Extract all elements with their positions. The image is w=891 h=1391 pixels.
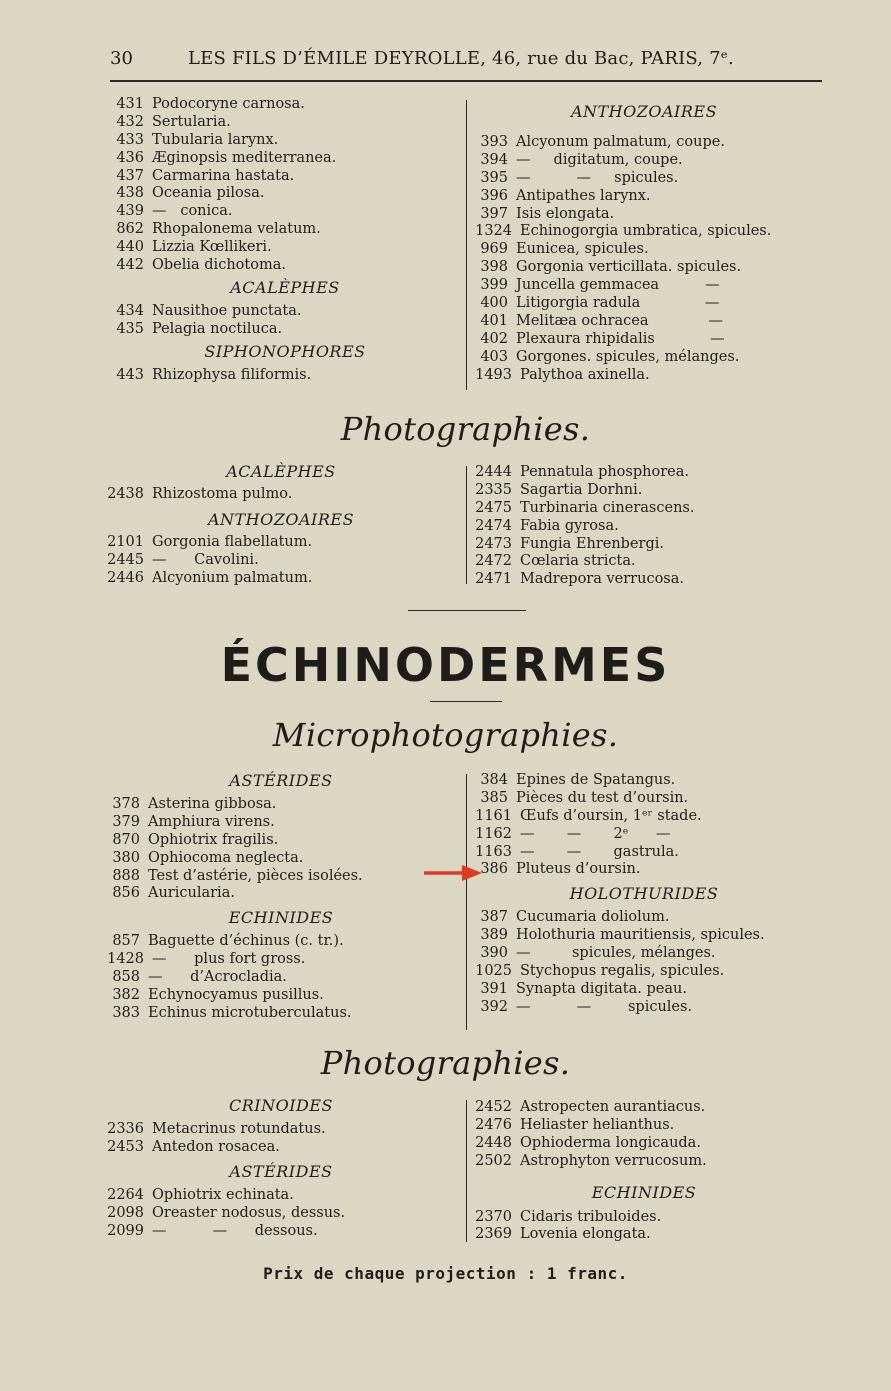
entry-number: 400 — [480, 295, 508, 312]
entry-text: Test d’astérie, pièces isolées. — [148, 867, 363, 884]
entry-number: 378 — [112, 796, 140, 812]
entry-text: Pluteus d’oursin. — [516, 861, 641, 878]
catalog-entry — [474, 772, 814, 790]
item-list — [106, 933, 456, 1022]
catalog-entry — [474, 1153, 814, 1171]
entry-number: 2098 — [107, 1204, 144, 1221]
entry-number: 2502 — [475, 1152, 512, 1169]
entry-text: Gorgones. spicules, mélanges. — [516, 348, 740, 365]
entry-number: 390 — [480, 945, 508, 962]
entry-text: Metacrinus rotundatus. — [152, 1121, 326, 1137]
entry-number: 397 — [480, 205, 508, 222]
entry-text: Oceania pilosa. — [152, 185, 265, 202]
echino-right-column — [474, 772, 814, 1017]
catalog-entry — [474, 241, 814, 259]
catalog-entry — [474, 134, 814, 152]
entry-number: 1162 — [475, 825, 512, 842]
entry-number: 438 — [116, 185, 144, 202]
catalog-entry — [106, 1223, 456, 1241]
catalog-entry — [110, 221, 460, 239]
catalog-entry — [474, 826, 814, 844]
entry-text: — conica. — [152, 203, 233, 220]
column-divider — [466, 100, 467, 390]
entry-text: Rhizophysa filiformis. — [152, 366, 312, 383]
entry-text: Fungia Ehrenbergi. — [520, 535, 665, 552]
entry-text: Echinogorgia umbratica, spicules. — [520, 223, 772, 240]
entry-text: Ophiotrix echinata. — [152, 1186, 294, 1203]
entry-text: Tubularia larynx. — [152, 131, 279, 148]
section-heading-echinides-photos: ECHINIDES — [591, 1182, 697, 1202]
catalog-entry — [474, 844, 814, 862]
catalog-entry — [106, 1187, 456, 1205]
catalog-entry — [474, 152, 814, 170]
entry-number: 2335 — [475, 481, 512, 498]
entry-text: Palythoa axinella. — [520, 366, 650, 383]
entry-text: Plexaura rhipidalis — — [516, 330, 725, 347]
entry-number: 442 — [116, 257, 144, 274]
catalog-entry — [474, 464, 814, 482]
item-list — [110, 367, 460, 385]
entry-text: Gorgonia verticillata. spicules. — [516, 259, 742, 276]
entry-number: 396 — [480, 187, 508, 204]
entry-text: Auricularia. — [148, 885, 235, 902]
entry-text: — — spicules. — [516, 169, 679, 186]
catalog-entry — [110, 185, 460, 203]
entry-text: Pennatula phosphorea. — [520, 464, 689, 480]
catalog-entry — [106, 933, 456, 951]
catalog-entry — [106, 951, 456, 969]
entry-text: Lovenia elongata. — [520, 1226, 651, 1243]
item-list — [106, 796, 456, 903]
catalog-entry — [474, 1226, 814, 1244]
entry-text: Stychopus regalis, spicules. — [520, 963, 725, 980]
entry-number: 2444 — [475, 464, 512, 480]
entry-text: Antedon rosacea. — [152, 1138, 280, 1155]
item-list — [474, 134, 814, 384]
entry-number: 383 — [112, 1004, 140, 1021]
entry-text: Oreaster nodosus, dessus. — [152, 1204, 346, 1221]
entry-text: Echinus microtuberculatus. — [148, 1004, 352, 1021]
entry-number: 2476 — [475, 1116, 512, 1133]
catalog-entry — [474, 536, 814, 554]
catalog-entry — [106, 1205, 456, 1223]
entry-number: 862 — [116, 221, 144, 238]
top-left-column — [110, 96, 460, 385]
entry-number: 439 — [116, 203, 144, 220]
entry-text: Antipathes larynx. — [516, 187, 651, 204]
catalog-entry — [474, 861, 814, 879]
entry-number: 1163 — [475, 843, 512, 860]
entry-number: 435 — [116, 320, 144, 337]
entry-text: Cucumaria doliolum. — [516, 909, 670, 926]
photos2-left-column — [106, 1096, 456, 1240]
section-heading-echinides: ECHINIDES — [228, 908, 334, 928]
echinodermes-title: ÉCHINODERMES — [220, 638, 671, 692]
entry-text: Cœlaria stricta. — [520, 553, 636, 570]
entry-text: Gorgonia flabellatum. — [152, 533, 313, 550]
catalog-entry — [106, 850, 456, 868]
entry-text: Synapta digitata. peau. — [516, 980, 687, 997]
section-heading-anthozoaires: ANTHOZOAIRES — [570, 102, 718, 121]
photos1-right-column — [474, 464, 814, 589]
entry-number: 433 — [116, 131, 144, 148]
entry-number: 393 — [480, 134, 508, 150]
entry-number: 432 — [116, 113, 144, 130]
entry-number: 380 — [112, 849, 140, 866]
photographies-title-2: Photographies. — [320, 1044, 571, 1082]
entry-number: 391 — [480, 980, 508, 997]
entry-text: Echynocyamus pusillus. — [148, 987, 324, 1004]
entry-number: 1161 — [475, 807, 512, 824]
catalog-entry — [474, 1135, 814, 1153]
catalog-entry — [474, 790, 814, 808]
item-list — [110, 96, 460, 275]
entry-number: 2471 — [475, 571, 512, 588]
entry-text: Podocoryne carnosa. — [152, 96, 305, 112]
entry-number: 1428 — [107, 951, 144, 968]
echino-left-column — [106, 771, 456, 1023]
catalog-entry — [474, 295, 814, 313]
catalog-entry — [106, 552, 456, 570]
entry-number: 403 — [480, 348, 508, 365]
catalog-entry — [474, 981, 814, 999]
entry-number: 2101 — [107, 533, 144, 550]
catalog-entry — [474, 945, 814, 963]
price-note: Prix de chaque projection : 1 franc. — [263, 1264, 628, 1283]
item-list — [106, 534, 456, 588]
entry-number: 2472 — [475, 553, 512, 570]
entry-text: Heliaster helianthus. — [520, 1116, 675, 1133]
entry-number: 385 — [480, 789, 508, 806]
entry-text: Ophiotrix fragilis. — [148, 831, 279, 848]
top-right-column — [474, 102, 814, 384]
catalog-entry — [474, 259, 814, 277]
catalog-entry — [474, 927, 814, 945]
entry-text: Astropecten aurantiacus. — [520, 1099, 706, 1115]
entry-number: 387 — [480, 909, 508, 926]
entry-number: 2370 — [475, 1208, 512, 1225]
entry-text: Turbinaria cinerascens. — [520, 499, 695, 516]
entry-text: Pelagia noctiluca. — [152, 320, 283, 337]
entry-text: Eunicea, spicules. — [516, 241, 649, 258]
section-separator — [408, 610, 526, 611]
entry-text: Carmarina hastata. — [152, 167, 295, 184]
catalog-entry — [110, 114, 460, 132]
entry-number: 2336 — [107, 1121, 144, 1137]
catalog-entry — [474, 1099, 814, 1117]
entry-text: Rhizostoma pulmo. — [152, 486, 293, 502]
catalog-entry — [106, 534, 456, 552]
entry-text: — — dessous. — [152, 1222, 318, 1239]
catalog-entry — [474, 223, 814, 241]
entry-text: Æginopsis mediterranea. — [152, 149, 337, 166]
entry-number: 870 — [112, 831, 140, 848]
entry-text: — plus fort gross. — [152, 951, 306, 968]
item-list — [106, 486, 456, 504]
entry-number: 399 — [480, 277, 508, 294]
entry-text: Obelia dichotoma. — [152, 257, 286, 274]
entry-text: Juncella gemmacea — — [516, 277, 720, 294]
entry-number: 392 — [480, 998, 508, 1015]
header-title: LES FILS D’ÉMILE DEYROLLE, 46, rue du Bac, PARIS, 7ᵉ. — [188, 48, 734, 69]
catalog-entry — [110, 303, 460, 321]
catalog-entry — [474, 367, 814, 385]
section-heading-anthozoaires-photos: ANTHOZOAIRES — [207, 509, 355, 529]
catalog-entry — [474, 553, 814, 571]
catalog-entry — [474, 999, 814, 1017]
catalog-entry — [106, 832, 456, 850]
catalog-entry — [110, 132, 460, 150]
section-heading-acalephes-photos: ACALÈPHES — [226, 462, 336, 481]
item-list — [106, 1187, 456, 1241]
entry-number: 1493 — [475, 366, 512, 383]
catalog-entry — [474, 963, 814, 981]
entry-text: Nausithoe punctata. — [152, 302, 302, 319]
entry-number: 398 — [480, 259, 508, 276]
entry-text: Rhopalonema velatum. — [152, 221, 321, 238]
entry-number: 1324 — [475, 223, 512, 240]
entry-number: 2452 — [475, 1099, 512, 1115]
entry-text: — Cavolini. — [152, 551, 259, 568]
catalog-entry — [106, 1121, 456, 1139]
section-heading-siphonophores: SIPHONOPHORES — [204, 341, 366, 361]
section-heading-acalephes: ACALÈPHES — [230, 277, 340, 297]
entry-number: 440 — [116, 239, 144, 256]
catalog-entry — [110, 239, 460, 257]
microphotographies-title: Microphotographies. — [272, 716, 619, 754]
entry-number: 856 — [112, 885, 140, 902]
entry-number: 379 — [112, 813, 140, 830]
entry-text: Asterina gibbosa. — [148, 796, 277, 812]
entry-number: 1025 — [475, 963, 512, 980]
entry-text: Fabia gyrosa. — [520, 517, 619, 534]
item-list — [474, 464, 814, 589]
catalog-entry — [110, 367, 460, 385]
section-heading-asterides-photos: ASTÉRIDES — [229, 1161, 333, 1181]
entry-number: 2099 — [107, 1222, 144, 1239]
entry-text: Ophioderma longicauda. — [520, 1134, 701, 1151]
entry-text: Astrophyton verrucosum. — [520, 1152, 707, 1169]
entry-text: — — spicules. — [516, 998, 693, 1015]
entry-number: 436 — [116, 149, 144, 166]
entry-number: 2473 — [475, 535, 512, 552]
entry-text: Madrepora verrucosa. — [520, 571, 685, 588]
entry-number: 858 — [112, 969, 140, 986]
entry-text: — — gastrula. — [520, 843, 679, 860]
entry-number: 969 — [480, 241, 508, 258]
section-heading-crinoides: CRINOIDES — [228, 1096, 333, 1115]
catalog-entry — [474, 909, 814, 927]
catalog-entry — [110, 150, 460, 168]
catalog-entry — [110, 257, 460, 275]
entry-number: 437 — [116, 167, 144, 184]
catalog-entry — [474, 482, 814, 500]
catalog-entry — [110, 321, 460, 339]
catalog-entry — [106, 570, 456, 588]
catalog-entry — [110, 168, 460, 186]
catalog-entry — [474, 349, 814, 367]
entry-text: Pièces du test d’oursin. — [516, 789, 689, 806]
catalog-entry — [106, 486, 456, 504]
entry-number: 857 — [112, 933, 140, 950]
entry-number: 2448 — [475, 1134, 512, 1151]
catalog-entry — [110, 96, 460, 114]
column-divider — [466, 774, 467, 1030]
entry-text: Lizzia Kœllikeri. — [152, 239, 272, 256]
entry-text: — d’Acrocladia. — [148, 969, 287, 986]
entry-number: 2264 — [107, 1186, 144, 1203]
catalog-entry — [474, 500, 814, 518]
entry-number: 402 — [480, 330, 508, 347]
entry-number: 384 — [480, 772, 508, 788]
entry-text: Cidaris tribuloides. — [520, 1208, 662, 1225]
item-list — [474, 772, 814, 879]
column-divider — [466, 1100, 467, 1242]
page-number: 30 — [110, 48, 133, 69]
photos2-right-column — [474, 1099, 814, 1244]
entry-number: 395 — [480, 169, 508, 186]
item-list — [474, 1099, 814, 1171]
catalog-entry — [474, 170, 814, 188]
header-rule — [110, 80, 822, 82]
entry-text: Sagartia Dorhni. — [520, 481, 643, 498]
item-list — [474, 909, 814, 1016]
catalog-entry — [474, 1209, 814, 1227]
entry-number: 394 — [480, 151, 508, 168]
item-list — [474, 1209, 814, 1245]
photographies-title-1: Photographies. — [340, 410, 591, 448]
entry-text: Ophiocoma neglecta. — [148, 849, 304, 866]
entry-text: Œufs d’oursin, 1ᵉʳ stade. — [520, 807, 702, 824]
entry-number: 2475 — [475, 499, 512, 516]
catalog-entry — [474, 313, 814, 331]
title-underline — [430, 701, 502, 702]
entry-text: Alcyonum palmatum, coupe. — [516, 134, 725, 150]
entry-text: — — 2ᵉ — — [520, 825, 671, 842]
catalog-entry — [106, 868, 456, 886]
section-heading-holothurides: HOLOTHURIDES — [569, 884, 719, 904]
catalog-entry — [106, 814, 456, 832]
entry-text: Alcyonium palmatum. — [152, 569, 313, 586]
item-list — [110, 303, 460, 339]
catalog-entry — [474, 277, 814, 295]
entry-number: 2369 — [475, 1226, 512, 1243]
item-list — [106, 1121, 456, 1157]
catalog-entry — [474, 331, 814, 349]
entry-text: — spicules, mélanges. — [516, 945, 716, 962]
catalog-entry — [106, 1005, 456, 1023]
entry-text: Sertularia. — [152, 113, 231, 130]
catalog-entry — [474, 188, 814, 206]
column-divider — [466, 466, 467, 584]
entry-number: 434 — [116, 302, 144, 319]
catalog-entry — [110, 203, 460, 221]
entry-text: Baguette d’échinus (c. tr.). — [148, 933, 344, 950]
catalog-entry — [474, 206, 814, 224]
catalog-entry — [106, 987, 456, 1005]
entry-number: 431 — [116, 96, 144, 112]
photos1-left-column — [106, 462, 456, 588]
catalog-entry — [106, 1139, 456, 1157]
entry-number: 389 — [480, 927, 508, 944]
entry-text: Melitæa ochracea — — [516, 312, 723, 329]
entry-number: 2474 — [475, 517, 512, 534]
catalog-entry — [106, 796, 456, 814]
entry-text: Isis elongata. — [516, 205, 615, 222]
entry-text: Holothuria mauritiensis, spicules. — [516, 927, 765, 944]
catalog-entry — [106, 885, 456, 903]
red-arrow-icon — [422, 864, 484, 882]
catalog-entry — [474, 1117, 814, 1135]
entry-number: 2438 — [107, 486, 144, 502]
section-heading-asterides: ASTÉRIDES — [229, 771, 333, 790]
entry-number: 443 — [116, 366, 144, 383]
entry-text: Epines de Spatangus. — [516, 772, 676, 788]
catalog-entry — [474, 571, 814, 589]
entry-text: Litigorgia radula — — [516, 295, 720, 312]
entry-number: 2453 — [107, 1138, 144, 1155]
catalog-entry — [474, 518, 814, 536]
entry-number: 382 — [112, 987, 140, 1004]
entry-text: Amphiura virens. — [148, 813, 275, 830]
entry-number: 401 — [480, 312, 508, 329]
entry-text: — digitatum, coupe. — [516, 151, 683, 168]
entry-number: 2446 — [107, 569, 144, 586]
catalog-entry — [106, 969, 456, 987]
catalog-entry — [474, 808, 814, 826]
entry-number: 2445 — [107, 551, 144, 568]
entry-number: 386 — [480, 861, 508, 878]
entry-number: 888 — [112, 867, 140, 884]
